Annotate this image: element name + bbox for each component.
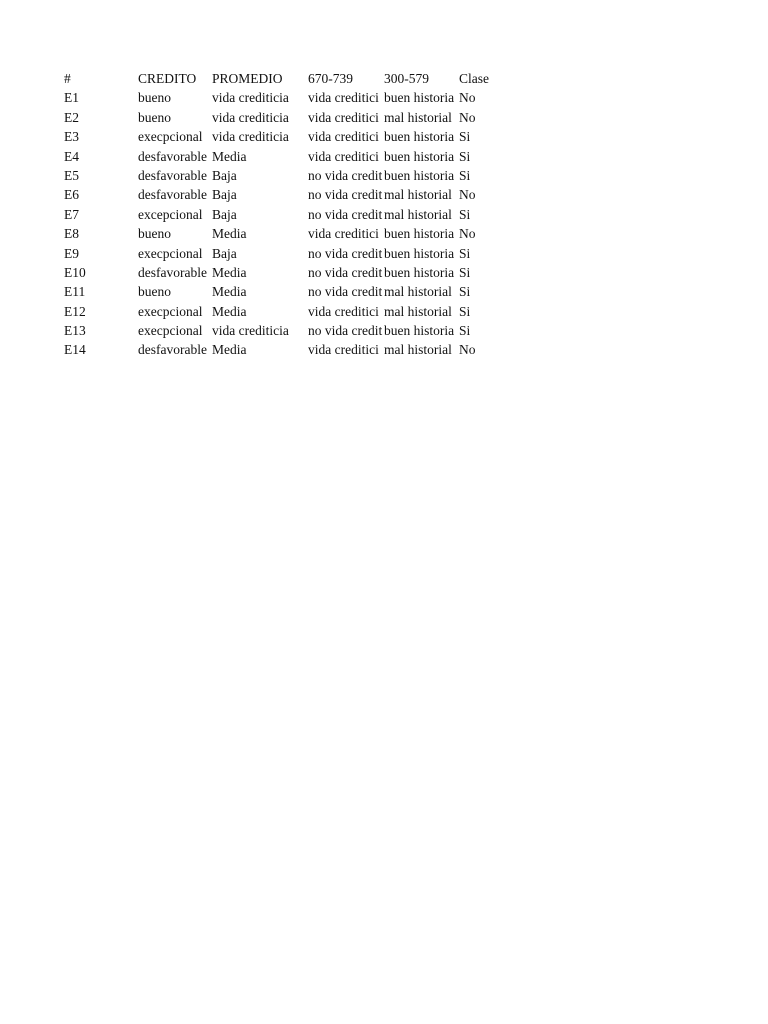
table-cell: Media [212, 303, 247, 319]
table-cell: desfavorable [138, 167, 207, 183]
table-cell: No [459, 109, 476, 125]
table-cell: Media [212, 284, 247, 300]
table-cell: buen historia [384, 167, 455, 183]
table-cell: buen historia [384, 264, 455, 280]
table-cell: Media [212, 226, 247, 242]
table-cell: desfavorable [138, 148, 207, 164]
table-cell: vida creditici [308, 226, 379, 242]
table-cell: vida crediticia [212, 90, 289, 106]
table-cell: vida creditici [308, 342, 379, 358]
table-cell: no vida credit [308, 284, 383, 300]
table-cell: bueno [138, 90, 171, 106]
table-cell: No [459, 187, 476, 203]
header-cell: 300-579 [384, 71, 429, 86]
header-cell: CREDITO [138, 71, 197, 86]
table-cell: Si [459, 323, 471, 339]
table-cell: Si [459, 167, 471, 183]
table-cell: Baja [212, 206, 237, 222]
table-cell: Si [459, 264, 471, 280]
table-cell: no vida credit [308, 206, 383, 222]
table-cell: buen historia [384, 148, 455, 164]
table-cell: buen historia [384, 323, 455, 339]
table-cell: vida creditici [308, 303, 379, 319]
table-cell: buen historia [384, 129, 455, 145]
header-cell: PROMEDIO [212, 71, 283, 86]
table-cell: E10 [64, 264, 86, 280]
table-cell: buen historia [384, 245, 455, 261]
table-cell: E13 [64, 323, 86, 339]
table-cell: vida crediticia [212, 129, 289, 145]
table-cell: mal historial [384, 187, 452, 203]
table-cell: E11 [64, 284, 86, 300]
table-cell: excepcional [138, 206, 203, 222]
table-cell: Media [212, 148, 247, 164]
table-cell: Si [459, 206, 471, 222]
table-cell: bueno [138, 109, 171, 125]
table-cell: desfavorable [138, 187, 207, 203]
table-cell: E4 [64, 148, 79, 164]
table-cell: bueno [138, 226, 171, 242]
table-cell: execpcional [138, 323, 203, 339]
table-cell: No [459, 342, 476, 358]
table-cell: E2 [64, 109, 79, 125]
header-cell: # [64, 71, 71, 86]
table-cell: vida creditici [308, 148, 379, 164]
table-cell: execpcional [138, 129, 203, 145]
table-cell: vida creditici [308, 90, 379, 106]
table-cell: E1 [64, 90, 79, 106]
table-cell: no vida credit [308, 245, 383, 261]
header-cell: 670-739 [308, 71, 353, 86]
table-cell: mal historial [384, 303, 452, 319]
table-cell: E6 [64, 187, 79, 203]
table-cell: Si [459, 303, 471, 319]
table-cell: Si [459, 129, 471, 145]
header-cell: Clase [459, 71, 489, 86]
table-cell: Media [212, 264, 247, 280]
table-cell: Si [459, 284, 471, 300]
table-cell: Baja [212, 245, 237, 261]
table-cell: execpcional [138, 245, 203, 261]
table-cell: mal historial [384, 109, 452, 125]
table-cell: Media [212, 342, 247, 358]
table-cell: buen historia [384, 226, 455, 242]
table-cell: E7 [64, 206, 79, 222]
table-cell: No [459, 90, 476, 106]
table-cell: vida crediticia [212, 109, 289, 125]
table-cell: E3 [64, 129, 79, 145]
table-cell: E8 [64, 226, 79, 242]
table-cell: E9 [64, 245, 79, 261]
table-cell: E12 [64, 303, 86, 319]
table-cell: mal historial [384, 342, 452, 358]
table-cell: vida creditici [308, 109, 379, 125]
table-cell: Si [459, 148, 471, 164]
table-cell: no vida credit [308, 323, 383, 339]
table-cell: E5 [64, 167, 79, 183]
table-cell: no vida credit [308, 264, 383, 280]
table-cell: No [459, 226, 476, 242]
table-cell: desfavorable [138, 264, 207, 280]
table-cell: no vida credit [308, 187, 383, 203]
table-cell: bueno [138, 284, 171, 300]
table-cell: execpcional [138, 303, 203, 319]
table-cell: mal historial [384, 206, 452, 222]
table-cell: no vida credit [308, 167, 383, 183]
table-cell: vida crediticia [212, 323, 289, 339]
table-cell: Baja [212, 187, 237, 203]
table-cell: buen historia [384, 90, 455, 106]
table-cell: Si [459, 245, 471, 261]
table-cell: vida creditici [308, 129, 379, 145]
table-cell: E14 [64, 342, 86, 358]
table-cell: mal historial [384, 284, 452, 300]
table-cell: desfavorable [138, 342, 207, 358]
table-cell: Baja [212, 167, 237, 183]
